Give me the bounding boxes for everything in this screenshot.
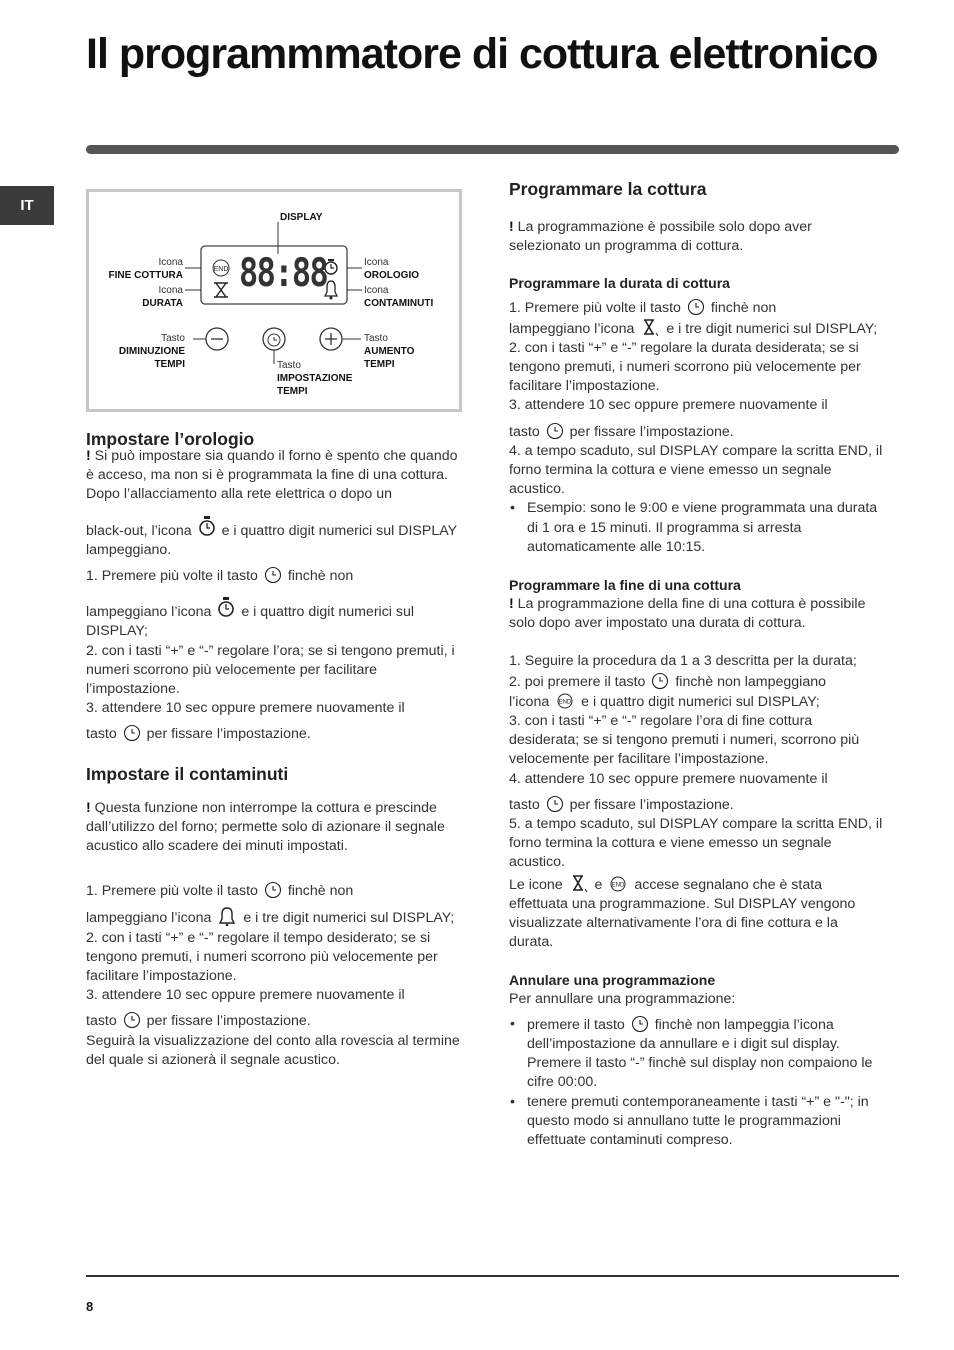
set-key-icon bbox=[631, 1015, 649, 1033]
svg-text:END: END bbox=[558, 699, 572, 706]
end-icon bbox=[555, 692, 575, 710]
label-diminuzione: Tasto DIMINUZIONE TEMPI bbox=[118, 333, 185, 370]
control-panel-diagram bbox=[86, 189, 462, 412]
minus-button-icon bbox=[193, 328, 228, 350]
set-key-icon bbox=[123, 724, 141, 742]
footer-rule bbox=[86, 1275, 899, 1277]
page-title: Il programmmatore di cottura elettronico bbox=[86, 30, 878, 78]
set-key-icon bbox=[123, 1011, 141, 1029]
label-aumento: Tasto AUMENTO TEMPI bbox=[364, 333, 415, 370]
label-durata: Icona DURATA bbox=[142, 285, 183, 309]
label-fine-cottura: Icona FINE COTTURA bbox=[108, 257, 183, 281]
set-key-icon bbox=[264, 881, 282, 899]
set-key-icon bbox=[651, 672, 669, 690]
end-icon bbox=[608, 875, 628, 893]
heading-programmare: Programmare la cottura bbox=[509, 179, 707, 199]
title-rule bbox=[86, 145, 899, 154]
heading-durata: Programmare la durata di cottura bbox=[509, 275, 730, 292]
clock-icon bbox=[198, 515, 216, 539]
list-item: • premere il tasto finchè non lampeggia l’icona dell’impostazione da annullare e i digit sul display. Premere il tasto “-” finchè sul display non compaiono le cifre 00:00. bbox=[509, 1015, 884, 1093]
display-digits: 88:88 bbox=[239, 251, 328, 296]
label-impostazione: Tasto IMPOSTAZIONE TEMPI bbox=[277, 360, 353, 397]
hourglass-icon bbox=[569, 875, 589, 893]
end-icon bbox=[213, 260, 229, 276]
heading-annulla: Annulare una programmazione bbox=[509, 971, 716, 988]
label-contaminuti: Icona CONTAMINUTI bbox=[364, 285, 434, 309]
heading-fine: Programmare la fine di una cottura bbox=[509, 577, 741, 594]
right-column: Programmare la cottura ! La programmazione è possibile solo dopo aver selezionato un programma di cottura. Programmare la durata di cottura 1. Premere più volte il tasto finchè non lampeggiano l’icona e i tre digit numerici sul DISPLAY; 2. con i tasti “+” e “-” regolare la durata desiderata; se si tengono premuti, i numeri scorrono più velocemente per facilitare l’impostazione. 3. attendere 10 sec oppure premere nuovamente il tasto per fissare l’impostazione. 4. a tempo scaduto, sul DISPLAY compare la scritta END, il forno termina la cottura e viene emesso un segnale acustico. • Esempio: sono le 9:00 e viene programmata una durata di 1 ora e 15 minuti. Il programma si arresta automaticamente alle 10:15. Programmare la fine di una cottura ! La programmazione della fine di una cottura è possibile solo dopo aver impostato una durata di cottura. 1. Seguire la procedura da 1 a 3 descritta per la durata; 2. poi premere il tasto finchè non lampeggiano l’icona END e i quattro digit numerici sul DISPLAY; 3. con i tasti “+” e “-” regolare l’ora di fine cottura desiderata; se si tengono premuti i numeri, scorrono più velocemente per facilitare l’impostazione. 4. attendere 10 sec oppure premere nuovamente il tasto per fissare l’impostazione. 5. a tempo scaduto, sul DISPLAY compare la scritta END, il forno termina la cottura e viene emesso un segnale acustico. Le icone e END accese segnalano che è stata effettuata una programmazione. Sul DISPLAY vengono visualizzate alternativamente l’ora di fine cottura e la durata. Annulare una programmazione Per annullare una programmazione: • premere il tasto finchè non lampeggia l’icona dell’impostazione da annullare e i digit sul display. Premere il tasto “-” finchè sul display non compaiono le cifre 00:00. • tenere premuti contemporaneamente i tasti “+” e "-"; in questo modo si annullano tutte le programmazioni effettuate contaminuti compreso. bbox=[509, 176, 884, 1150]
page-number: 8 bbox=[86, 1299, 94, 1314]
hourglass-icon bbox=[214, 283, 228, 297]
language-tab: IT bbox=[0, 186, 54, 225]
clock-icon bbox=[217, 596, 235, 620]
set-key-icon bbox=[264, 566, 282, 584]
heading-contaminuti: Impostare il contaminuti bbox=[86, 763, 289, 784]
set-key-icon bbox=[546, 422, 564, 440]
label-orologio: Icona OROLOGIO bbox=[364, 257, 419, 281]
set-key-icon bbox=[687, 298, 705, 316]
display-label: DISPLAY bbox=[280, 212, 323, 223]
list-item: • tenere premuti contemporaneamente i tasti “+” e "-"; in questo modo si annullano tutte le programmazioni effettuate contaminuti compreso. bbox=[509, 1093, 884, 1151]
list-item: • Esempio: sono le 9:00 e viene programmata una durata di 1 ora e 15 minuti. Il programma si arresta automaticamente alle 10:15. bbox=[509, 499, 884, 557]
plus-button-icon bbox=[320, 328, 361, 350]
hourglass-icon bbox=[640, 319, 660, 337]
set-key-icon bbox=[546, 795, 564, 813]
bell-icon bbox=[217, 906, 237, 926]
svg-text:END: END bbox=[612, 882, 625, 889]
left-column: Impostare l’orologio ! Si può impostare sia quando il forno è spento che quando è acceso, ma non si è programmata la fine di una cottura. Dopo l’allacciamento alla rete elettrica o dopo un black-out, l’icona e i quattro digit numerici sul DISPLAY lampeggiano. 1. Premere più volte il tasto finchè non lampeggiano l’icona e i quattro digit numerici sul DISPLAY; 2. con i tasti “+” e “-” regolare l’ora; se si tengono premuti, i numeri scorrono più velocemente per facilitare l’impostazione. 3. attendere 10 sec oppure premere nuovamente il tasto per fissare l’impostazione. Impostare il contaminuti ! Questa funzione non interrompe la cottura e prescinde dall’utilizzo del forno; permette solo di azionare il segnale acustico allo scadere dei minuti impostati. 1. Premere più volte il tasto finchè non lampeggiano l’icona e i tre digit numerici sul DISPLAY; 2. con i tasti “+” e “-” regolare il tempo desiderato; se si tengono premuti, i numeri scorrono più velocemente per facilitare l’impostazione. 3. attendere 10 sec oppure premere nuovamente il tasto per fissare l’impostazione. Seguirà la visualizzazione del conto alla rovescia al termine del quale si azionerà il segnale acustico. bbox=[86, 426, 461, 1070]
svg-text:END: END bbox=[213, 266, 229, 273]
heading-orologio: Impostare l’orologio bbox=[86, 429, 255, 449]
